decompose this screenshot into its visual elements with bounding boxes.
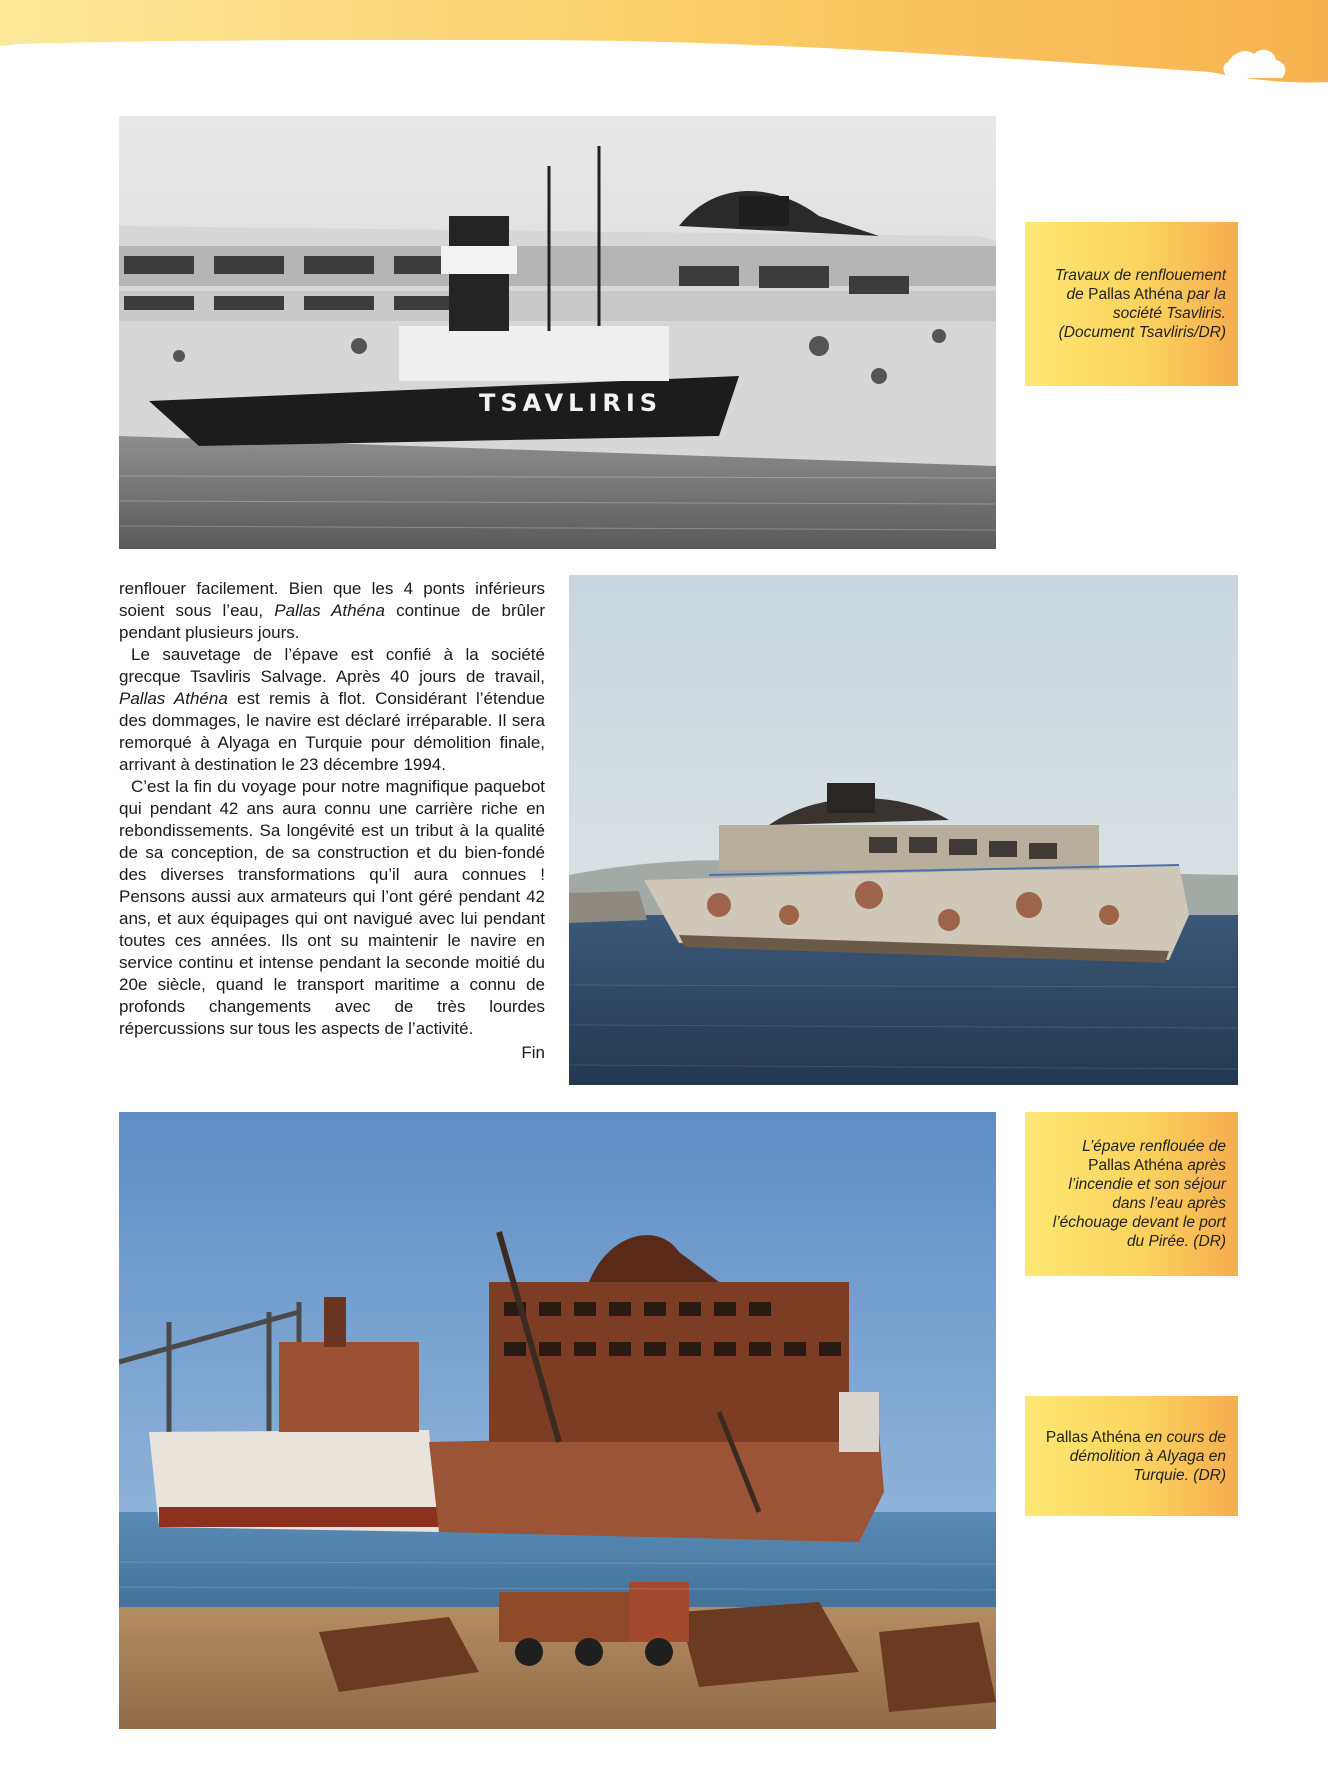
article-body [119,578,545,1064]
photo-salvage-tsavliris [119,116,996,549]
text-run: Pallas Athéna [1045,1428,1141,1446]
header-band [0,0,1328,90]
text-run: par la société Tsavliris. (Document Tsavliris/DR) [1058,286,1226,341]
text-run: Travaux de renflouement [1054,267,1226,284]
header-wave-graphic [0,0,1328,90]
caption-2-text [1037,1137,1226,1251]
caption-3-text [1037,1428,1226,1485]
text-run: Pallas Athéna [1088,1157,1183,1174]
article-paragraph-3 [119,776,545,1040]
article-end-marker: Fin [521,1043,545,1062]
caption-photo-2 [1025,1112,1238,1276]
text-run: continue de brûler pendant plusieurs jours. [119,601,545,642]
text-run: Le sauvetage de l’épave est confié à la société grecque Tsavliris Salvage. Après 40 jours de travail, [119,645,545,686]
article-paragraph-2 [119,644,545,776]
photo-refloated-wreck [569,575,1238,1085]
caption-photo-1 [1025,222,1238,386]
page-number: 61 [1250,60,1268,77]
text-run: Pallas Athéna [274,601,385,620]
text-run: Pallas Athéna [1088,286,1183,303]
text-run: renflouer facilement. Bien que les 4 ponts inférieurs soient sous l’eau, [119,579,545,620]
text-run: Pallas Athéna [119,689,228,708]
text-run: de [1066,286,1089,303]
caption-photo-3 [1025,1396,1238,1516]
caption-1-text [1037,266,1226,342]
text-run: après l’incendie et son séjour dans l’eau après l’échouage devant le port du Pirée. (DR) [1052,1157,1226,1250]
tug-hull-lettering: TSAVLIRIS [479,389,663,417]
text-run: en cours de démolition à Alyaga en Turquie. (DR) [1069,1428,1226,1484]
text-run: C’est la fin du voyage pour notre magnifique paquebot qui pendant 42 ans aura connu une carrière riche en rebondissements. Sa longévité est un tribut à la qualité de sa conception, de sa construction et du bien-fondé des diverses transformations qu’il aura connues ! Pensons aussi aux armateurs qui l’ont géré pendant 42 ans, et aux équipages qui ont navigué avec lui pendant toutes ces années. Ils ont su maintenir le navire en service continu et intense pendant la seconde moitié du 20e siècle, quand le transport maritime a connu de profonds changements avec de très lourdes répercussions sur tous les aspects de l’activité. [119,777,545,1038]
photo-demolition-alyaga [119,1112,996,1729]
text-run: L’épave renflouée de [1082,1138,1226,1155]
text-run: est remis à flot. Considérant l’étendue des dommages, le navire est déclaré irréparable. Il sera remorqué à Alyaga en Turquie pour démolition finale, arrivant à destination le 23 décembre 1994. [119,689,545,774]
article-paragraph-1 [119,578,545,644]
